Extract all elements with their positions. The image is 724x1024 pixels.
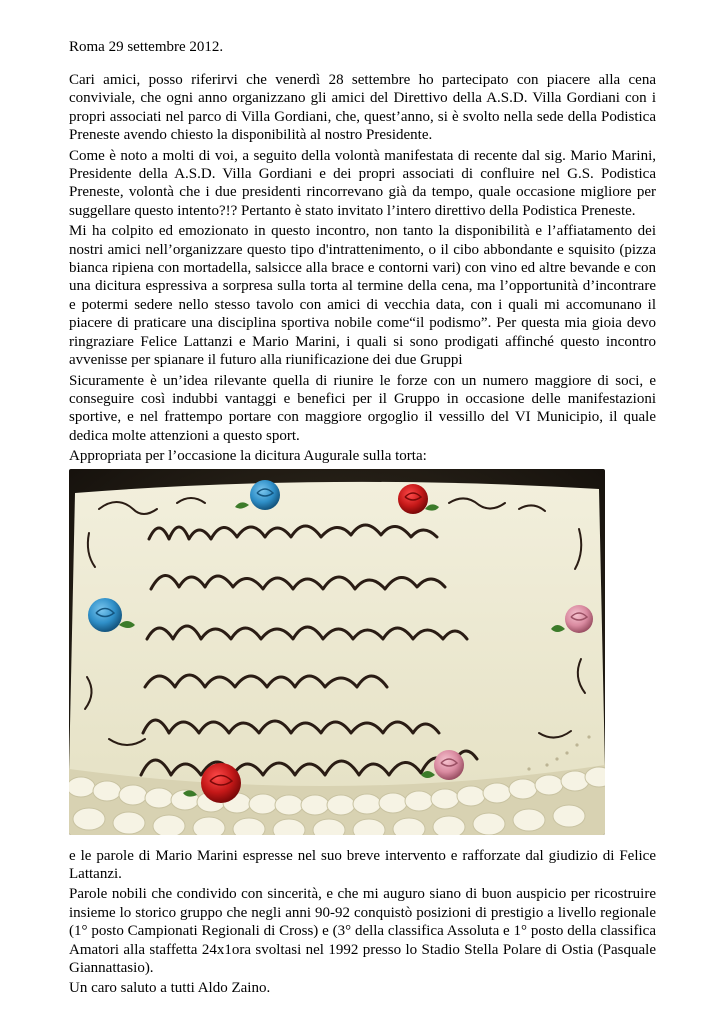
letter-page [69, 38, 656, 1000]
signature-line: Un caro saluto a tutti Aldo Zaino. [69, 980, 271, 997]
paragraph-3: Mi ha colpito ed emozionato in questo incontro, non tanto la disponibilità e l’affiatamento dei nostri amici nell’organizzare questo tipo d'intrattenimento, o il cibo abbondante e squisito (pizza bianca ripiena con mortadella, salsicce alla brace e contorni vari) con vino ed altre bevande e con una dicitura espressiva a sorpresa sulla torta al termine della cena, ma l’opportunità d’incontrare e potermi sedere nello stesso tavolo con amici di vecchia data, con i quali mi accomunano il piacere di praticare una disciplina sportiva nobile come“il podismo”. Per questa mia gioia devo ringraziare Felice Lattanzi e Mario Marini, i quali si sono prodigati affinché questo incontro avvenisse per spianare il futuro alla riunificazione dei due Gruppi [69, 223, 656, 369]
paragraph-5: Appropriata per l’occasione la dicitura Augurale sulla torta: [69, 448, 427, 465]
date-line: Roma 29 settembre 2012. [69, 39, 224, 55]
paragraph-6: e le parole di Mario Marini espresse nel suo breve intervento e rafforzate dal giudizio di Felice Lattanzi. [69, 847, 656, 882]
cake-photo [69, 469, 605, 835]
paragraph-2: Come è noto a molti di voi, a seguito della volontà manifestata di recente dal sig. Mario Marini, Presidente della A.S.D. Villa Gordiani e dei propri associati di confluire nel G.S. Podistica Preneste, volontà che i due presidenti rincorrevano già da tempo, quale occasione migliore per suggellare questo intento?!? Pertanto è stato invitato l’intero direttivo della Podistica Preneste. [69, 147, 656, 219]
cake-photo-svg [69, 469, 605, 835]
paragraph-4: Sicuramente è un’idea rilevante quella di riunire le forze con un numero maggiore di soci, e conseguire così indubbi vantaggi e benefici per il Gruppo in occasione delle manifestazioni sportive, e nel frattempo portare con maggiore orgoglio il vessillo del VI Municipio, il quale dedica molte attenzioni a questo sport. [69, 372, 656, 444]
paragraph-1: Cari amici, posso riferirvi che venerdì 28 settembre ho partecipato con piacere alla cena conviviale, che ogni anno organizzano gli amici del Direttivo della A.S.D. Villa Gordiani con i propri associati nel parco di Villa Gordiani, che, quest’anno, si è svolto nella sede della Podistica Preneste avendo chiesto la disponibilità al nostro Presidente. [69, 72, 656, 144]
paragraph-7: Parole nobili che condivido con sincerità, e che mi auguro siano di buon auspicio per ricostruire insieme lo storico gruppo che negli anni 90-92 conquistò posizioni di prestigio a livello regionale (1° posto Campionati Regionali di Cross) e (3° della classifica Assoluta e 1° posto della classifica Amatori alla staffetta 24x1ora svoltasi nel 1992 presso lo Stadio Stella Polare di Ostia (Pasquale Giannattasio). [69, 886, 656, 976]
